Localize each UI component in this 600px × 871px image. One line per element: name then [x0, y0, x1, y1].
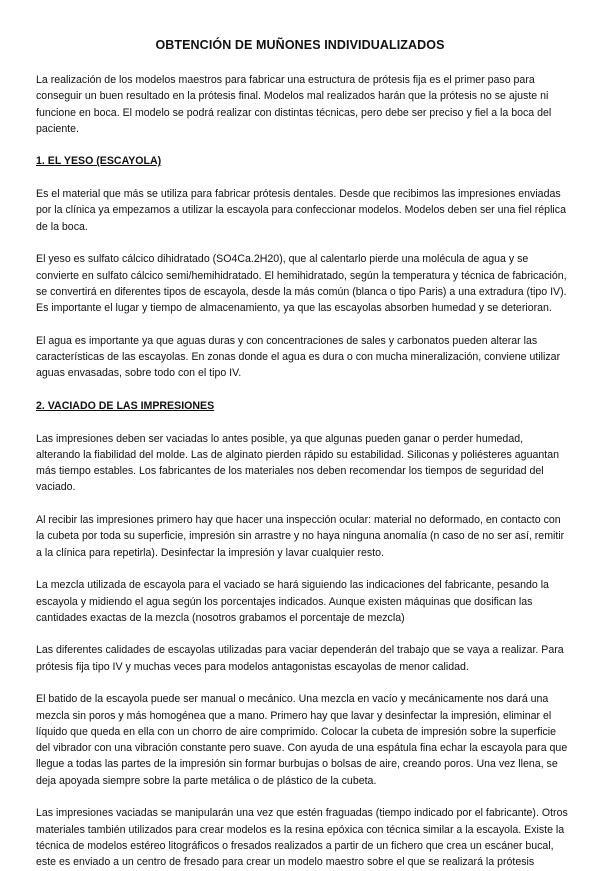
paragraph: Las diferentes calidades de escayolas utilizadas para vaciar dependerán del trabajo que se vaya a realizar. Para prótesis fija tipo IV y muchas veces para modelos antagonistas escayolas de menor calidad.: [36, 644, 564, 673]
paragraph: El yeso es sulfato cálcico dihidratado (SO4Ca.2H20), que al calentarlo pierde una molécula de agua y se convierte en sulfato cálcico semi/hemihidratado. El hemihidratado, según la temperatura y técnica de fabricación, se convertirá en diferentes tipos de escayola, desde la más común (blanca o tipo Paris) a una extradura (tipo IV). Es importante el lugar y tiempo de almacenamiento, ya que las escayolas absorben humedad y se deterioran.: [36, 253, 567, 315]
paragraph: Las impresiones deben ser vaciadas lo antes posible, ya que algunas pueden ganar o perder humedad, alterando la fiabilidad del molde. Las de alginato pierden rápido su estabilidad. Siliconas y poliésteres aguantan más tiempo estables. Los fabricantes de los materiales nos deben recomendar los tiempos de seguridad del vaciado.: [36, 432, 559, 494]
paragraph: Las impresiones vaciadas se manipularán una vez que estén fraguadas (tiempo indicado por el fabricante). Otros materiales también utilizados para crear modelos es la resina epóxica con técnica similar a la escayola. Existe la técnica de modelos estéreo litográficos o fresados realizados a partir de un fichero que crea un escáner bucal, este es enviado a un centro de fresado para crear un modelo maestro sobre el que se realizará la prótesis: [36, 807, 568, 869]
section-heading-yeso: 1. EL YESO (ESCAYOLA): [36, 155, 162, 168]
document-body: [36, 72, 569, 871]
section-heading-vaciado: 2. VACIADO DE LAS IMPRESIONES: [36, 399, 215, 412]
paragraph: El agua es importante ya que aguas duras y con concentraciones de sales y carbonatos pueden alterar las características de las escayolas. En zonas donde el agua es dura o con mucha mineralización, conviene utilizar aguas envasadas, sobre todo con el tipo IV.: [36, 334, 561, 380]
intro-paragraph: La realización de los modelos maestros para fabricar una estructura de prótesis fija es el primer paso para conseguir un buen resultado en la prótesis final. Modelos mal realizados harán que la prótesis no se ajuste ni funcione en boca. El modelo se podrá realizar con distintas técnicas, pero debe ser preciso y fiel a la boca del paciente.: [36, 74, 552, 135]
paragraph: El batido de la escayola puede ser manual o mecánico. Una mezcla en vacío y mecánicamente nos dará una mezcla sin poros y más homogénea que a mano. Primero hay que lavar y desinfectar la impresión, eliminar el líquido que queda en ella con un chorro de aire comprimido. Colocar la cubeta de impresión sobre la superficie del vibrador con una vibración constante pero suave. Con ayuda de una espátula fina echar la escayola para que llegue a todas las partes de la impresión sin formar burbujas o bolsas de aire, creando poros. Una vez llena, se deja apoyada siempre sobre la parte metálica o de plástico de la cubeta.: [36, 693, 568, 787]
paragraph: La mezcla utilizada de escayola para el vaciado se hará siguiendo las indicaciones del fabricante, pesando la escayola y midiendo el agua según los porcentajes indicados. Aunque existen máquinas que dosifican las cantidades exactas de la mezcla (nosotros grabamos el porcentaje de mezcla): [36, 579, 549, 624]
paragraph: Es el material que más se utiliza para fabricar prótesis dentales. Desde que recibimos las impresiones enviadas por la clínica ya empezamos a utilizar la escayola para confeccionar modelos. Modelos deben ser una fiel réplica de la boca.: [36, 188, 566, 233]
document-title: OBTENCIÓN DE MUÑONES INDIVIDUALIZADOS: [155, 38, 445, 52]
paragraph: Al recibir las impresiones primero hay que hacer una inspección ocular: material no deformado, en contacto con la cubeta por toda su superficie, impresión sin arrastre y no haya ninguna anomalía (n caso de no ser así, remitir a la clínica para repetirla). Desinfectar la impresión y lavar cualquier resto.: [36, 514, 565, 559]
